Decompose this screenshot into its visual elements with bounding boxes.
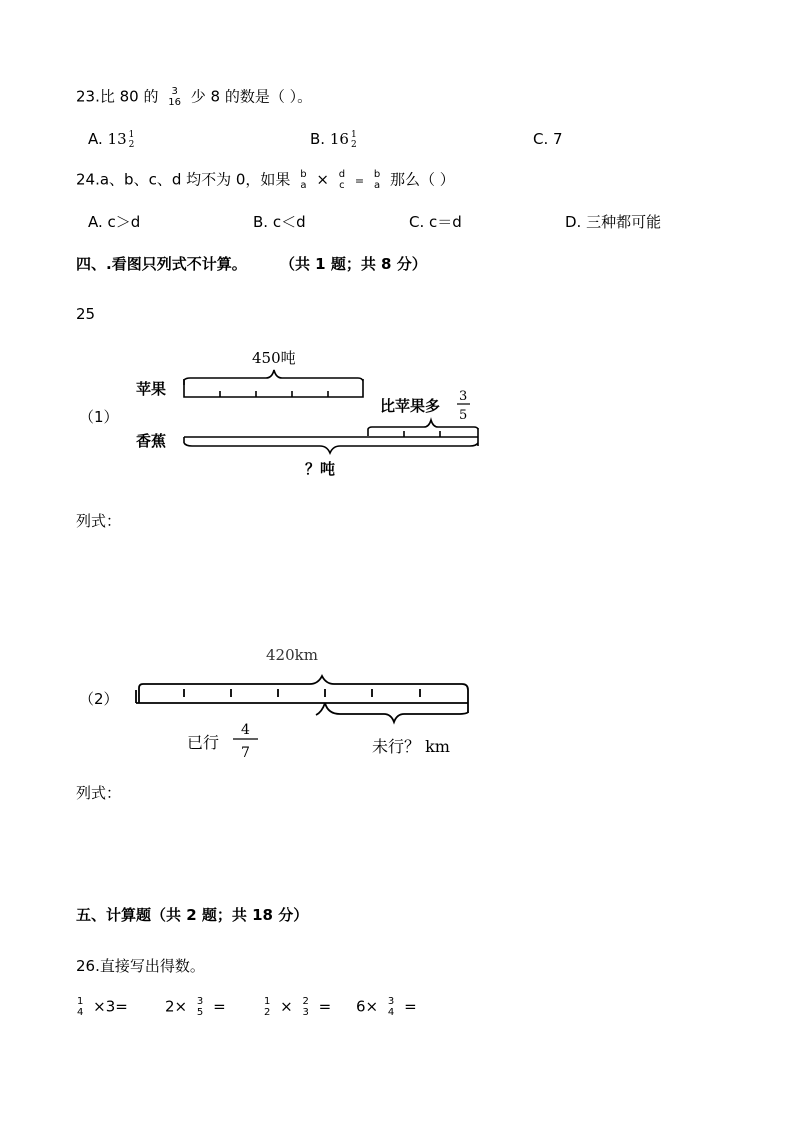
q26-e3-frac-1 — [263, 996, 271, 1018]
more-frac-num: 3 — [459, 389, 468, 404]
q26-e2-den: 5 — [196, 1007, 204, 1018]
q25-formula-1: 列式： — [76, 512, 122, 530]
more-frac-den: 5 — [459, 408, 468, 423]
q26-e1-den: 4 — [77, 1007, 84, 1018]
q26-title: 26.直接写出得数。 — [76, 957, 205, 975]
q24-f3-num: b — [373, 169, 381, 180]
q23-suffix: 少 8 的数是（ ）。 — [190, 87, 313, 106]
q26-e2-pre: 2× — [165, 997, 188, 1016]
q26-e3-den: 2 — [264, 1007, 271, 1018]
q26-expr-3 — [259, 996, 331, 1018]
q26-e1-rest: ×3= — [93, 997, 128, 1016]
q24-prefix: 24.a、b、c、d 均不为 0，如果 — [76, 170, 291, 189]
q26-e2-frac — [196, 996, 204, 1018]
q26-e2-rest: = — [213, 997, 226, 1016]
q23-option-c[interactable]: C. 7 — [533, 130, 563, 148]
q24-f2-den: c — [339, 180, 345, 191]
q26-expr-4 — [356, 996, 417, 1018]
q25-number: 25 — [76, 305, 96, 323]
q26-e4-frac — [387, 996, 395, 1018]
apple-label: 苹果 — [136, 380, 167, 398]
q25-formula-2: 列式： — [76, 784, 122, 802]
q26-e3-frac-2 — [302, 996, 310, 1018]
q26-e3-num2: 2 — [302, 996, 309, 1007]
q24-f1-den: a — [300, 180, 307, 191]
q24-equals: = — [354, 174, 365, 188]
q23-frac-num: 3 — [171, 86, 178, 97]
q24-option-a[interactable]: A. c＞d — [88, 213, 141, 231]
section5-heading — [76, 905, 308, 925]
q26-expr-1 — [72, 996, 128, 1018]
q26-e1-num: 1 — [77, 996, 84, 1007]
q24-option-d[interactable]: D. 三种都可能 — [565, 213, 662, 231]
q24-f1-num: b — [300, 169, 307, 180]
q26-e3-rest: = — [318, 997, 332, 1016]
banana-label: 香蕉 — [136, 432, 167, 450]
done-frac-num: 4 — [241, 722, 250, 738]
section4-title: 四、.看图只列式不计算。 — [76, 255, 247, 273]
q25-part2-label: （2） — [79, 690, 119, 708]
q23-a-whole: 13 — [107, 130, 127, 148]
section5-meta: （共 2 题；共 18 分） — [151, 906, 309, 924]
q23-b-den: 2 — [350, 140, 357, 150]
distance-bar-top — [139, 676, 468, 713]
total-distance-label: 420km — [266, 646, 318, 664]
q23-b-num: 1 — [350, 130, 357, 140]
section5-title: 五、计算题 — [76, 906, 152, 924]
banana-question-label: ？吨 — [305, 460, 336, 478]
q26-e3-num: 1 — [264, 996, 271, 1007]
q26-e3-den2: 3 — [302, 1007, 309, 1018]
more-than-apple-label: 比苹果多 — [380, 397, 441, 415]
q24-option-b[interactable]: B. c＜d — [253, 213, 306, 231]
q23-frac-den: 16 — [168, 97, 181, 108]
q26-e4-num: 3 — [387, 996, 395, 1007]
q26-e4-pre: 6× — [356, 997, 379, 1016]
q23-option-b-label: B. — [310, 130, 326, 148]
q23-b-whole: 16 — [329, 130, 349, 148]
q23-prefix: 23.比 80 的 — [76, 87, 159, 106]
q24-option-c[interactable]: C. c＝d — [409, 213, 462, 231]
q24-f3-den: a — [373, 180, 381, 191]
done-frac-den: 7 — [241, 745, 250, 761]
q25-part1-label: （1） — [79, 408, 119, 426]
q23-a-den: 2 — [128, 140, 135, 150]
q24-times: × — [316, 170, 329, 189]
q24-suffix: 那么（ ） — [389, 170, 455, 189]
q23-a-num: 1 — [128, 130, 135, 140]
remaining-label: 未行？ km — [372, 737, 450, 756]
done-label: 已行 — [187, 733, 220, 752]
q26-e3-mid: × — [280, 997, 293, 1016]
q23-option-a-label: A. — [88, 130, 103, 148]
apple-total-label: 450吨 — [252, 349, 296, 367]
q26-expr-2 — [165, 996, 226, 1018]
section4-meta: （共 1 题；共 8 分） — [279, 255, 427, 273]
q26-e2-num: 3 — [196, 996, 204, 1007]
q26-e4-den: 4 — [387, 1007, 395, 1018]
q26-e1-frac — [76, 996, 84, 1018]
q26-e4-rest: = — [404, 997, 417, 1016]
q24-f2-num: d — [338, 169, 346, 180]
